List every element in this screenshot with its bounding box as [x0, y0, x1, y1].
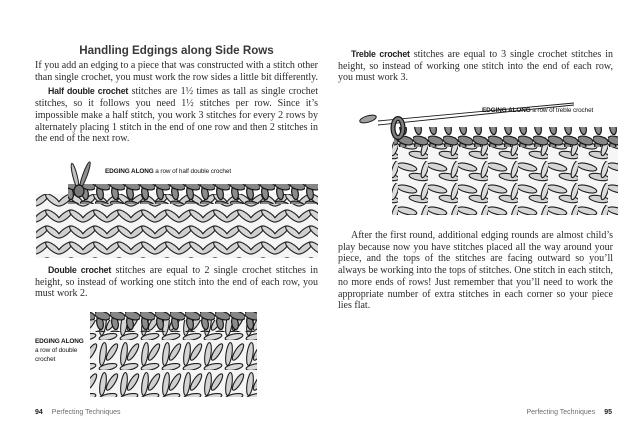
left-page-intro-block	[35, 60, 318, 145]
left-page-double-block	[35, 265, 318, 300]
caption-rest: a row of treble crochet	[530, 107, 594, 114]
half-double-crochet-text: stitches are 1½ times as tall as single crochet stitches, so it follows you need 1½ stitches per row. Since it’s impossible make a half stitch, you work 3 stitches for every 2 rows by alternately placing 1 stitch in the end of one row and then 2 stitches in the end of the next row.	[35, 86, 318, 145]
dc-edging-row	[90, 312, 257, 332]
hdc-edging-row	[68, 184, 318, 204]
caption-lead: EDGING ALONG	[105, 168, 154, 175]
paragraph-intro: If you add an edging to a piece that was constructed with a stitch other than single crochet, you must work the row sides a little bit differently.	[35, 60, 318, 83]
caption-rest: a row of half double crochet	[153, 168, 232, 175]
right-page-treble-block	[338, 49, 613, 84]
figure-treble-crochet	[338, 95, 620, 220]
double-crochet-lead: Double crochet	[48, 265, 112, 275]
paragraph-half-double	[35, 86, 318, 145]
double-crochet-text: stitches are equal to 2 single crochet stitches in height, so instead of working one stitch into the end of each row, you must work 2.	[35, 265, 318, 300]
caption-lead: EDGING ALONG	[482, 107, 531, 114]
figure-double-crochet	[35, 310, 320, 402]
treble-crochet-text: stitches are equal to 3 single crochet stitches in height, so instead of working one stitch into the end of each row, you must work 3.	[338, 49, 613, 84]
left-page-footer	[35, 409, 121, 416]
page-number: 95	[604, 409, 612, 416]
treble-fabric	[392, 137, 618, 215]
figure-caption	[105, 168, 231, 177]
half-double-crochet-lead: Half double crochet	[48, 86, 129, 97]
caption-lead: EDGING ALONG	[35, 338, 84, 345]
right-page-closing-block	[338, 230, 613, 312]
left-page-title-block	[35, 44, 318, 57]
figure-half-double-crochet	[35, 160, 320, 262]
caption-rest: a row of double crochet	[35, 346, 78, 363]
treble-crochet-lead: Treble crochet	[351, 49, 410, 59]
paragraph-closing: After the first round, additional edging rounds are almost child’s play because now you have stitches placed all the way around your piece, and the tops of the stitches are facing outward so you’ll always be working into the tops of stitches. One stitch in each stitch, no more ends of rows! Just remember that you’ll need to work the appropriate number of extra stitches in each corner so your piece lies flat.	[338, 230, 613, 312]
section-label: Perfecting Techniques	[51, 409, 121, 416]
paragraph-double	[35, 265, 318, 300]
figure-caption	[35, 338, 91, 364]
page-number: 94	[35, 409, 43, 416]
page-title: Handling Edgings along Side Rows	[79, 44, 274, 57]
figure-caption	[482, 107, 593, 116]
section-label: Perfecting Techniques	[526, 409, 596, 416]
right-page-footer	[338, 409, 612, 416]
paragraph-treble	[338, 49, 613, 84]
treble-edging-row	[394, 127, 618, 147]
